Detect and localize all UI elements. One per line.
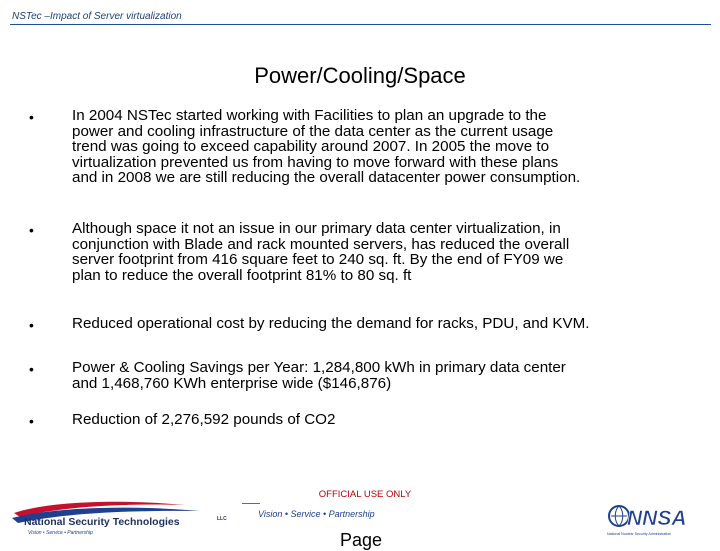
bullet-text: Reduction of 2,276,592 pounds of CO2 [72, 411, 336, 428]
list-item [29, 360, 689, 391]
footer-tagline: Vision • Service • Partnership [258, 509, 375, 519]
bullet-text: In 2004 NSTec started working with Facilities to plan an upgrade to the power and cooling infrastructure of the data center as the current usage trend was going to exceed capability around 2007. In 2005 the move to virtualization prevented us from having to move forward with these plans and in 2008 we are still reducing the overall datacenter power consumption. [72, 107, 581, 186]
logo-name: NNSA [627, 507, 687, 530]
header-divider [10, 24, 711, 25]
logo-suffix: LLC [217, 516, 227, 522]
logo-tagline: Vision • Service • Partnership [28, 530, 93, 536]
classification-label: OFFICIAL USE ONLY [318, 489, 412, 500]
page-title: Power/Cooling/Space [254, 63, 466, 88]
list-item [29, 221, 689, 283]
bullet-marker: • [29, 109, 34, 125]
bullet-text: Power & Cooling Savings per Year: 1,284,800 kWh in primary data center and 1,468,760 KWh enterprise wide ($146,876) [72, 359, 566, 392]
bullet-marker: • [29, 222, 34, 238]
bullet-marker: • [29, 361, 34, 377]
list-item [29, 412, 689, 429]
logo-subtitle: National Nuclear Security Administration [607, 532, 672, 536]
list-item [29, 108, 689, 186]
bullet-marker: • [29, 413, 34, 429]
header-text: NSTec –Impact of Server virtualization [12, 11, 182, 22]
bullet-text: Reduced operational cost by reducing the demand for racks, PDU, and KVM. [72, 315, 590, 332]
footer-divider [242, 503, 260, 504]
list-item [29, 316, 689, 333]
page-label: Page [340, 530, 383, 550]
nstec-logo [10, 499, 232, 540]
logo-name: National Security Technologies [24, 516, 180, 528]
nnsa-logo [605, 499, 709, 540]
bullet-marker: • [29, 317, 34, 333]
bullet-text: Although space it not an issue in our primary data center virtualization, in conjunction with Blade and rack mounted servers, has reduced the overall server footprint from 416 square feet to 240 sq. ft. By the end of FY09 we plan to reduce the overall footprint 81% to 80 sq. ft [72, 220, 570, 284]
